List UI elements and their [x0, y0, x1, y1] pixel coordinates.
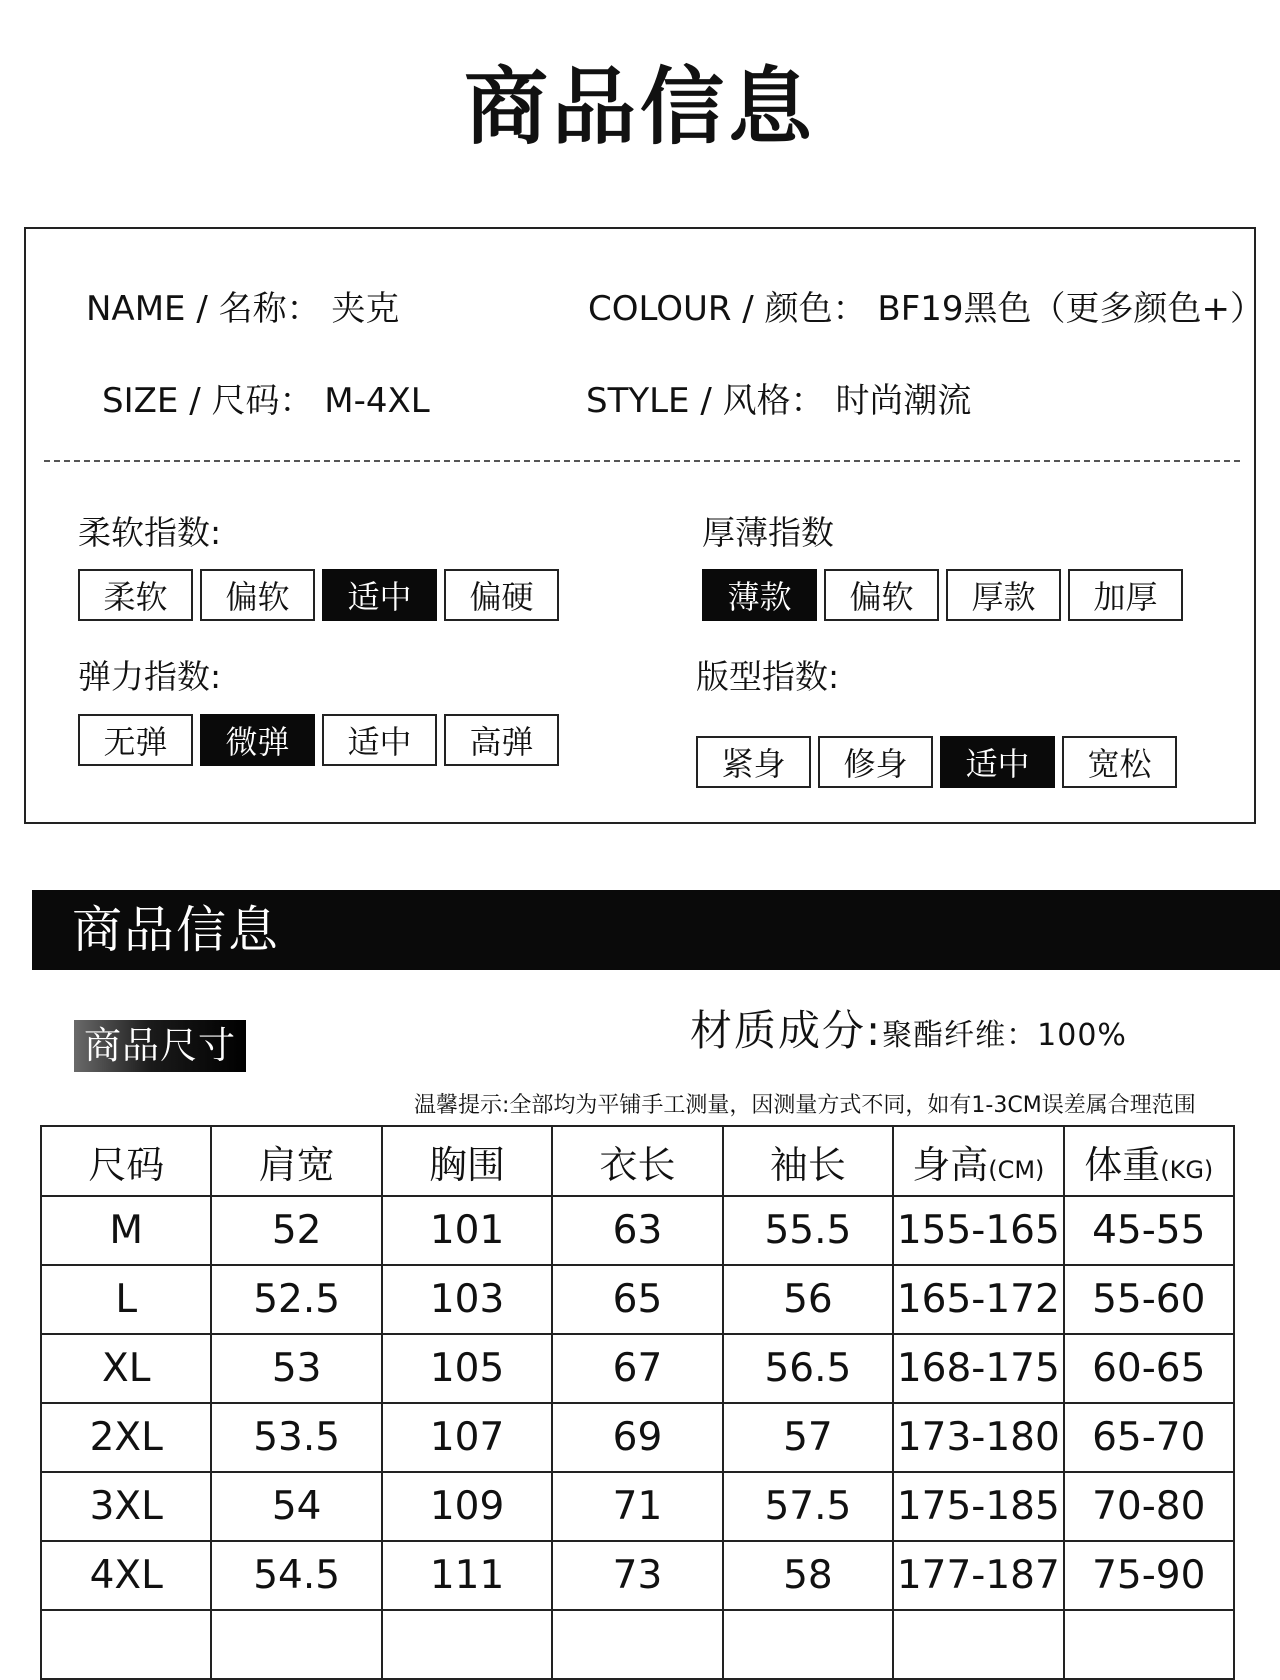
colour-label: COLOUR / 颜色： — [588, 289, 867, 329]
column-header — [382, 1126, 552, 1196]
softness-option[interactable]: 柔软 — [78, 569, 193, 621]
table-cell: 63 — [552, 1196, 722, 1265]
name-value: 夹克 — [331, 289, 400, 329]
column-header-label: 肩宽 — [258, 1142, 335, 1187]
table-cell: 56.5 — [723, 1334, 893, 1403]
thickness-index-label: 厚薄指数 — [702, 513, 834, 552]
table-cell: 75-90 — [1064, 1541, 1234, 1610]
column-header-unit: (CM) — [988, 1155, 1045, 1184]
colour-value: BF19黑色（更多颜色+） — [877, 289, 1265, 329]
table-cell: 73 — [552, 1541, 722, 1610]
thickness-option[interactable]: 薄款 — [702, 569, 817, 621]
column-header-unit: (KG) — [1160, 1155, 1214, 1184]
column-header — [552, 1126, 722, 1196]
column-header-label: 身高 — [912, 1142, 989, 1187]
column-header-label: 胸围 — [429, 1142, 506, 1187]
table-cell: L — [41, 1265, 211, 1334]
table-cell: 57 — [723, 1403, 893, 1472]
table-cell: 54 — [211, 1472, 381, 1541]
style-field — [586, 381, 971, 421]
table-cell: 111 — [382, 1541, 552, 1610]
product-info-box — [24, 227, 1265, 824]
table-cell: 53.5 — [211, 1403, 381, 1472]
dashed-divider — [44, 460, 1240, 462]
column-header-label: 衣长 — [599, 1142, 676, 1187]
table-cell: 107 — [382, 1403, 552, 1472]
size-field — [102, 381, 430, 421]
table-cell: 56 — [723, 1265, 893, 1334]
elasticity-option[interactable]: 微弹 — [200, 714, 315, 766]
softness-index-label: 柔软指数: — [78, 513, 222, 552]
size-table-body — [41, 1196, 1234, 1679]
thickness-option[interactable]: 厚款 — [946, 569, 1061, 621]
table-cell: 175-185 — [893, 1472, 1063, 1541]
size-label: SIZE / 尺码： — [102, 381, 314, 421]
size-value: M-4XL — [324, 381, 430, 421]
table-cell: 71 — [552, 1472, 722, 1541]
table-row — [41, 1541, 1234, 1610]
table-cell: 65 — [552, 1265, 722, 1334]
table-cell: 105 — [382, 1334, 552, 1403]
name-label: NAME / 名称： — [86, 289, 321, 329]
style-value: 时尚潮流 — [835, 381, 972, 421]
table-cell: 53 — [211, 1334, 381, 1403]
table-cell: 45-55 — [1064, 1196, 1234, 1265]
column-header-label: 尺码 — [88, 1142, 165, 1187]
size-badge: 商品尺寸 — [74, 1020, 246, 1072]
thickness-option[interactable]: 加厚 — [1068, 569, 1183, 621]
softness-index-options — [78, 569, 559, 621]
table-cell: 109 — [382, 1472, 552, 1541]
table-cell: 2XL — [41, 1403, 211, 1472]
column-header — [893, 1126, 1063, 1196]
table-cell: 101 — [382, 1196, 552, 1265]
table-cell: 58 — [723, 1541, 893, 1610]
table-cell: 177-187 — [893, 1541, 1063, 1610]
table-row — [41, 1403, 1234, 1472]
elasticity-option[interactable]: 无弹 — [78, 714, 193, 766]
material-label: 材质成分: — [690, 1006, 883, 1055]
table-cell: XL — [41, 1334, 211, 1403]
fit-option[interactable]: 适中 — [940, 736, 1055, 788]
elasticity-option[interactable]: 适中 — [322, 714, 437, 766]
table-row — [41, 1334, 1234, 1403]
fit-option[interactable]: 紧身 — [696, 736, 811, 788]
table-cell: 54.5 — [211, 1541, 381, 1610]
fit-index-options — [696, 736, 1177, 788]
fit-option[interactable]: 修身 — [818, 736, 933, 788]
thickness-option[interactable]: 偏软 — [824, 569, 939, 621]
elasticity-index-options — [78, 714, 559, 766]
fit-option[interactable]: 宽松 — [1062, 736, 1177, 788]
table-cell: 60-65 — [1064, 1334, 1234, 1403]
table-row — [41, 1472, 1234, 1541]
style-label: STYLE / 风格： — [586, 381, 825, 421]
section-title: 商品信息 — [72, 901, 280, 959]
elasticity-option[interactable]: 高弹 — [444, 714, 559, 766]
table-cell: 65-70 — [1064, 1403, 1234, 1472]
material-composition — [690, 998, 1127, 1058]
table-cell: 52.5 — [211, 1265, 381, 1334]
name-field — [86, 289, 399, 329]
table-cell: 155-165 — [893, 1196, 1063, 1265]
softness-option[interactable]: 偏硬 — [444, 569, 559, 621]
column-header — [723, 1126, 893, 1196]
table-cell: 3XL — [41, 1472, 211, 1541]
size-table — [40, 1125, 1235, 1680]
table-cell: 103 — [382, 1265, 552, 1334]
column-header — [211, 1126, 381, 1196]
table-row — [41, 1265, 1234, 1334]
table-cell: 173-180 — [893, 1403, 1063, 1472]
elasticity-index-label: 弹力指数: — [78, 657, 222, 696]
table-cell: 55-60 — [1064, 1265, 1234, 1334]
column-header-label: 体重 — [1084, 1142, 1161, 1187]
fit-index-label: 版型指数: — [696, 657, 840, 696]
column-header — [41, 1126, 211, 1196]
thickness-index-options — [702, 569, 1183, 621]
table-row — [41, 1196, 1234, 1265]
table-cell: 67 — [552, 1334, 722, 1403]
table-cell: 69 — [552, 1403, 722, 1472]
section-header-bar — [32, 890, 1280, 970]
colour-field — [588, 289, 1264, 329]
measurement-tip: 温馨提示:全部均为平铺手工测量，因测量方式不同，如有1-3CM误差属合理范围 — [414, 1093, 1196, 1118]
page-title: 商品信息 — [463, 58, 816, 156]
table-cell: M — [41, 1196, 211, 1265]
table-cell: 52 — [211, 1196, 381, 1265]
table-header-row — [41, 1126, 1234, 1196]
column-header — [1064, 1126, 1234, 1196]
table-cell: 168-175 — [893, 1334, 1063, 1403]
softness-option[interactable]: 偏软 — [200, 569, 315, 621]
material-value: 聚酯纤维：100% — [882, 1018, 1127, 1053]
column-header-label: 袖长 — [769, 1142, 846, 1187]
table-cell: 165-172 — [893, 1265, 1063, 1334]
table-cell: 55.5 — [723, 1196, 893, 1265]
table-cell: 4XL — [41, 1541, 211, 1610]
table-cell: 70-80 — [1064, 1472, 1234, 1541]
table-cell: 57.5 — [723, 1472, 893, 1541]
softness-option[interactable]: 适中 — [322, 569, 437, 621]
